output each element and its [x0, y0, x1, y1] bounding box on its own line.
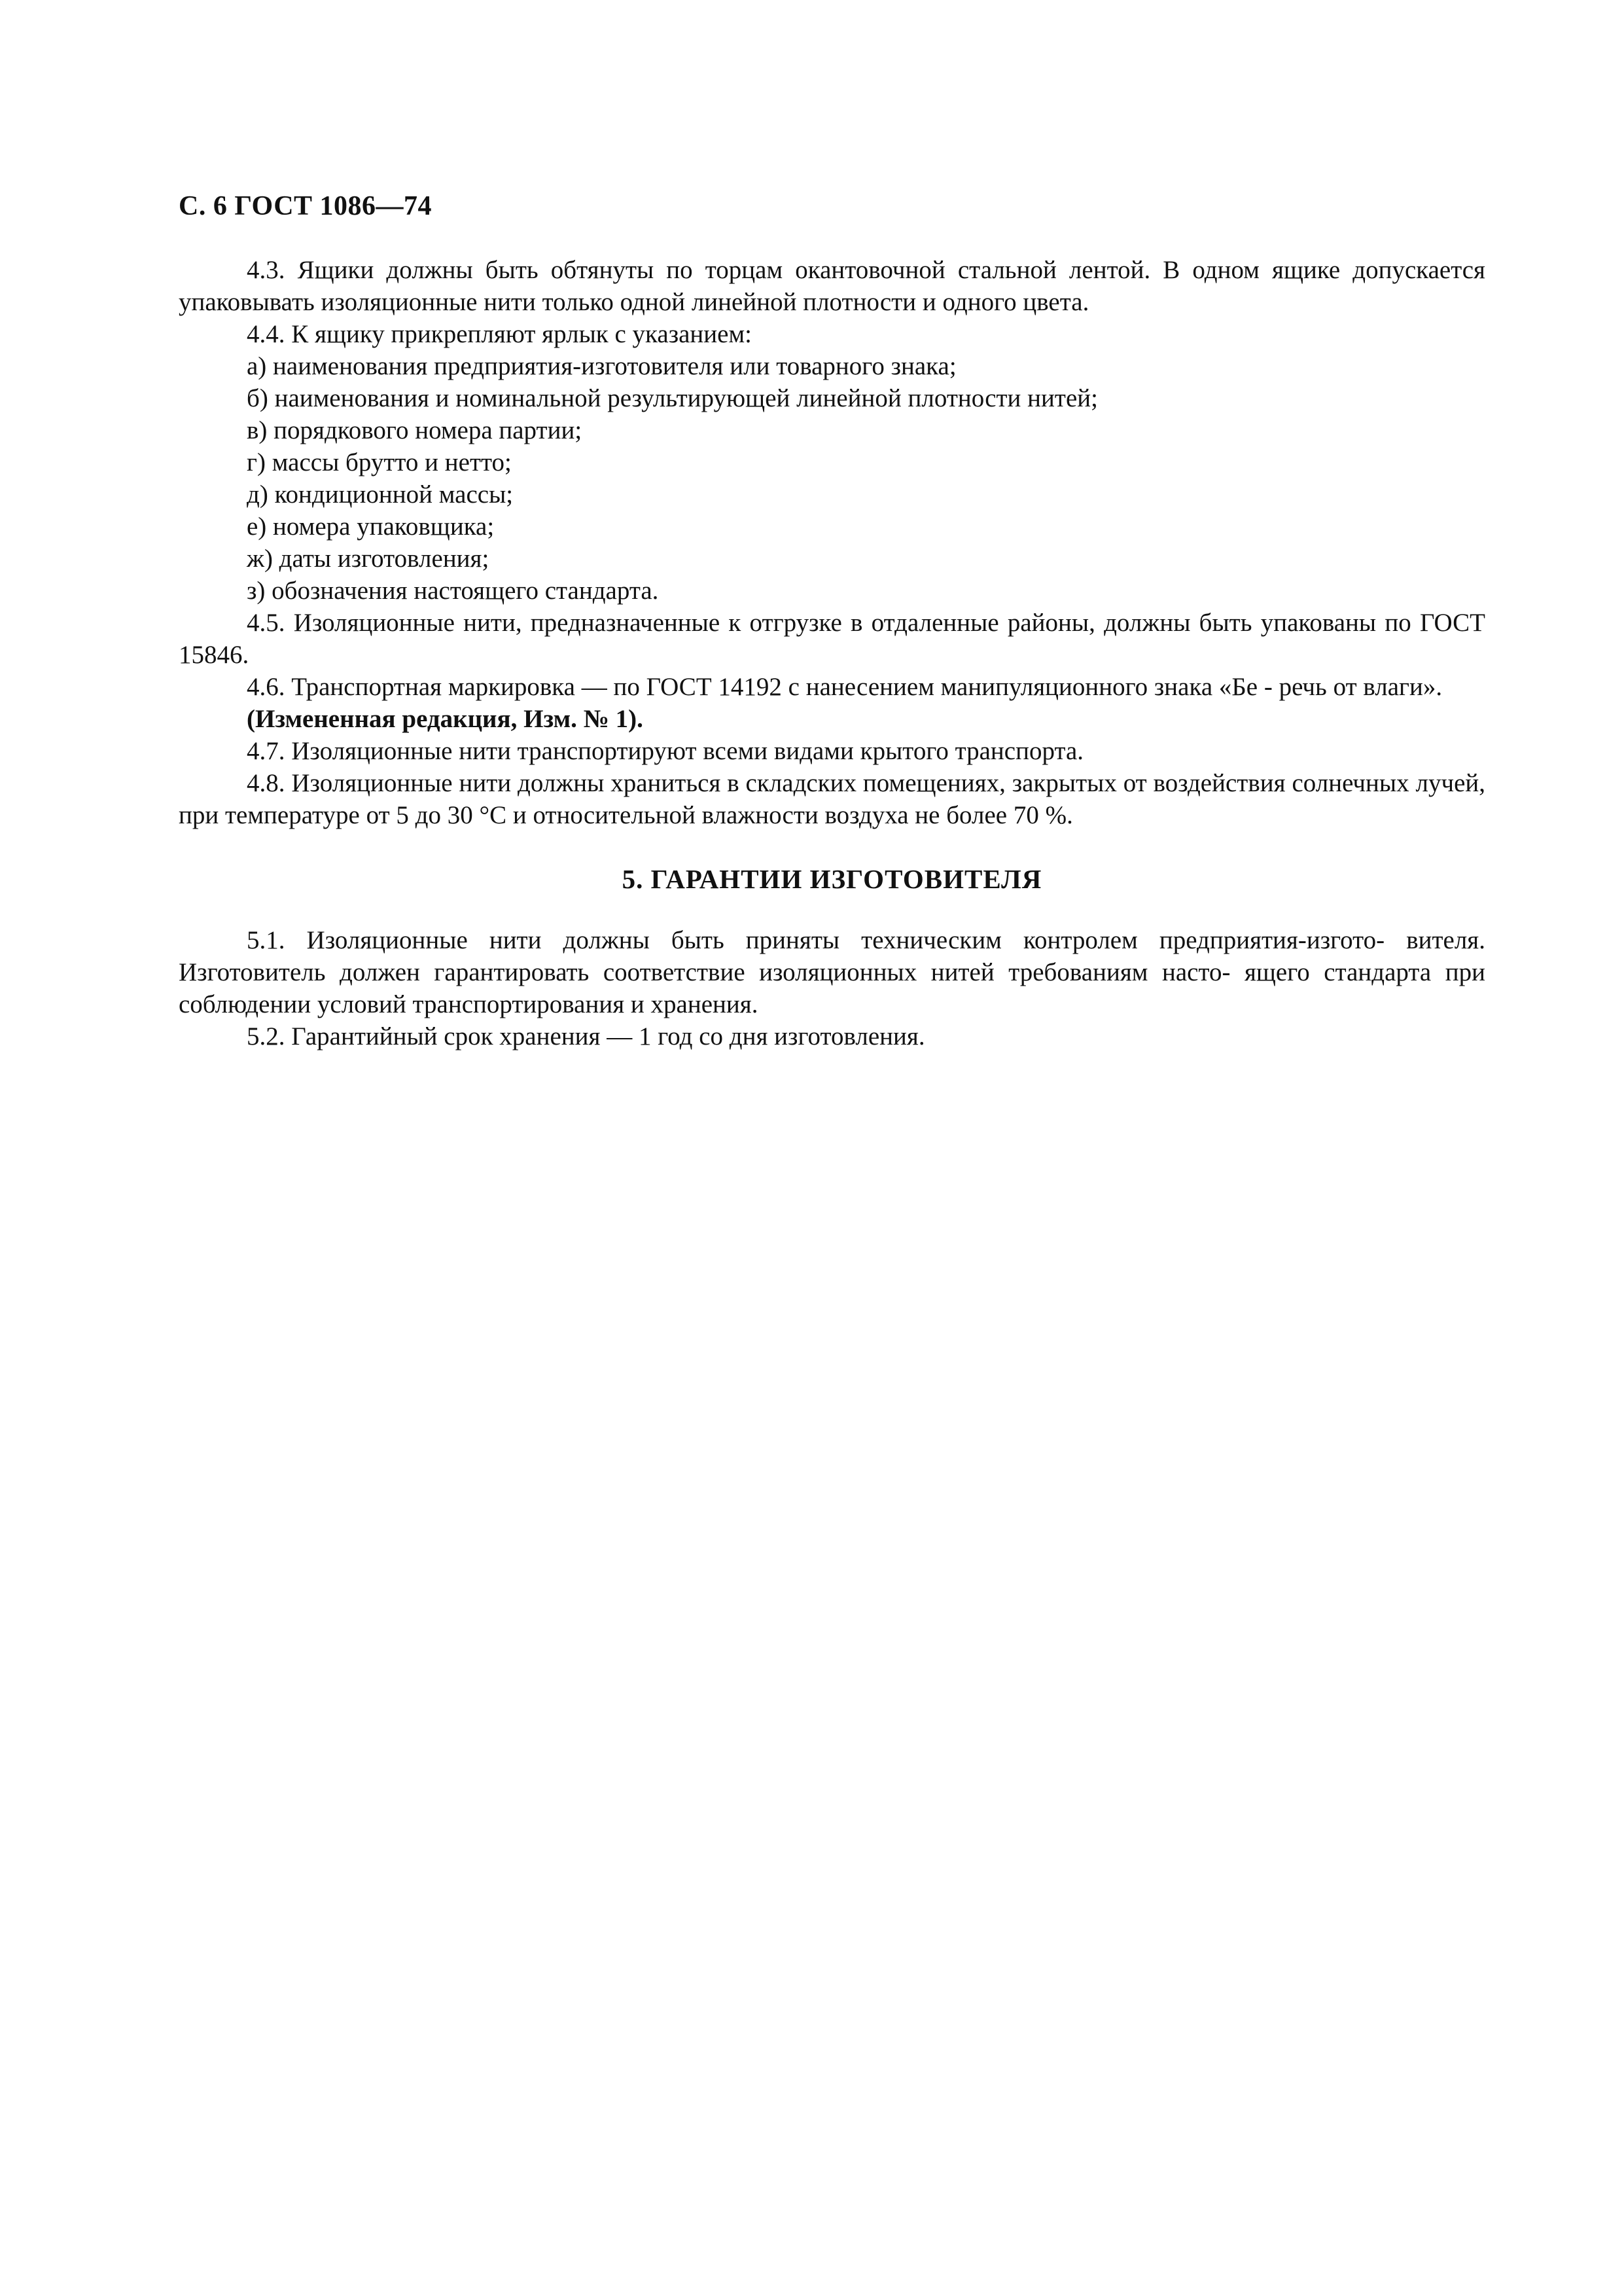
list-item: ж) даты изготовления;: [247, 545, 489, 573]
clause-4-3: 4.3. Ящики должны быть обтянуты по торцам окантовочной стальной лентой. В одном ящике допускается упаковывать изоляционные нити только одной линейной плотности и одного цвета.: [179, 256, 1485, 316]
clause-4-5: 4.5. Изоляционные нити, предназначенные к отгрузке в отдаленные районы, должны быть упакованы по ГОСТ 15846.: [179, 609, 1485, 669]
clause-5-2: 5.2. Гарантийный срок хранения — 1 год со дня изготовления.: [247, 1022, 925, 1050]
clause-4-4: 4.4. К ящику прикрепляют ярлык с указанием:: [247, 320, 752, 348]
list-item: в) порядкового номера партии;: [247, 416, 582, 444]
list-item: г) массы брутто и нетто;: [247, 448, 512, 476]
clause-4-8: 4.8. Изоляционные нити должны храниться в складских помещениях, закрытых от воздействия солнечных лучей, при температуре от 5 до 30 °С и относительной влажности воздуха не более 70 %.: [179, 769, 1485, 829]
clause-4-6: 4.6. Транспортная маркировка — по ГОСТ 14192 с нанесением манипуляционного знака «Бе - речь от влаги».: [247, 673, 1443, 701]
section-5-title: 5. ГАРАНТИИ ИЗГОТОВИТЕЛЯ: [622, 864, 1042, 894]
page-header: С. 6 ГОСТ 1086—74: [179, 191, 432, 221]
clause-5-1: 5.1. Изоляционные нити должны быть приняты техническим контролем предприятия-изгото- вителя. Изготовитель должен гарантировать соответствие изоляционных нитей требованиям насто- ящего стандарта при соблюдении условий транспортирования и хранения.: [179, 926, 1485, 1018]
list-item: з) обозначения настоящего стандарта.: [247, 577, 659, 605]
list-item: д) кондиционной массы;: [247, 480, 514, 509]
clause-4-7: 4.7. Изоляционные нити транспортируют всеми видами крытого транспорта.: [247, 737, 1084, 765]
list-item: а) наименования предприятия-изготовителя или товарного знака;: [247, 352, 957, 380]
list-item: е) номера упаковщика;: [247, 512, 495, 541]
document-body: [179, 254, 1485, 1052]
amendment-note: (Измененная редакция, Изм. № 1).: [247, 705, 643, 733]
label-requirements-list: [179, 350, 1485, 607]
list-item: б) наименования и номинальной результирующей линейной плотности нитей;: [247, 384, 1098, 412]
